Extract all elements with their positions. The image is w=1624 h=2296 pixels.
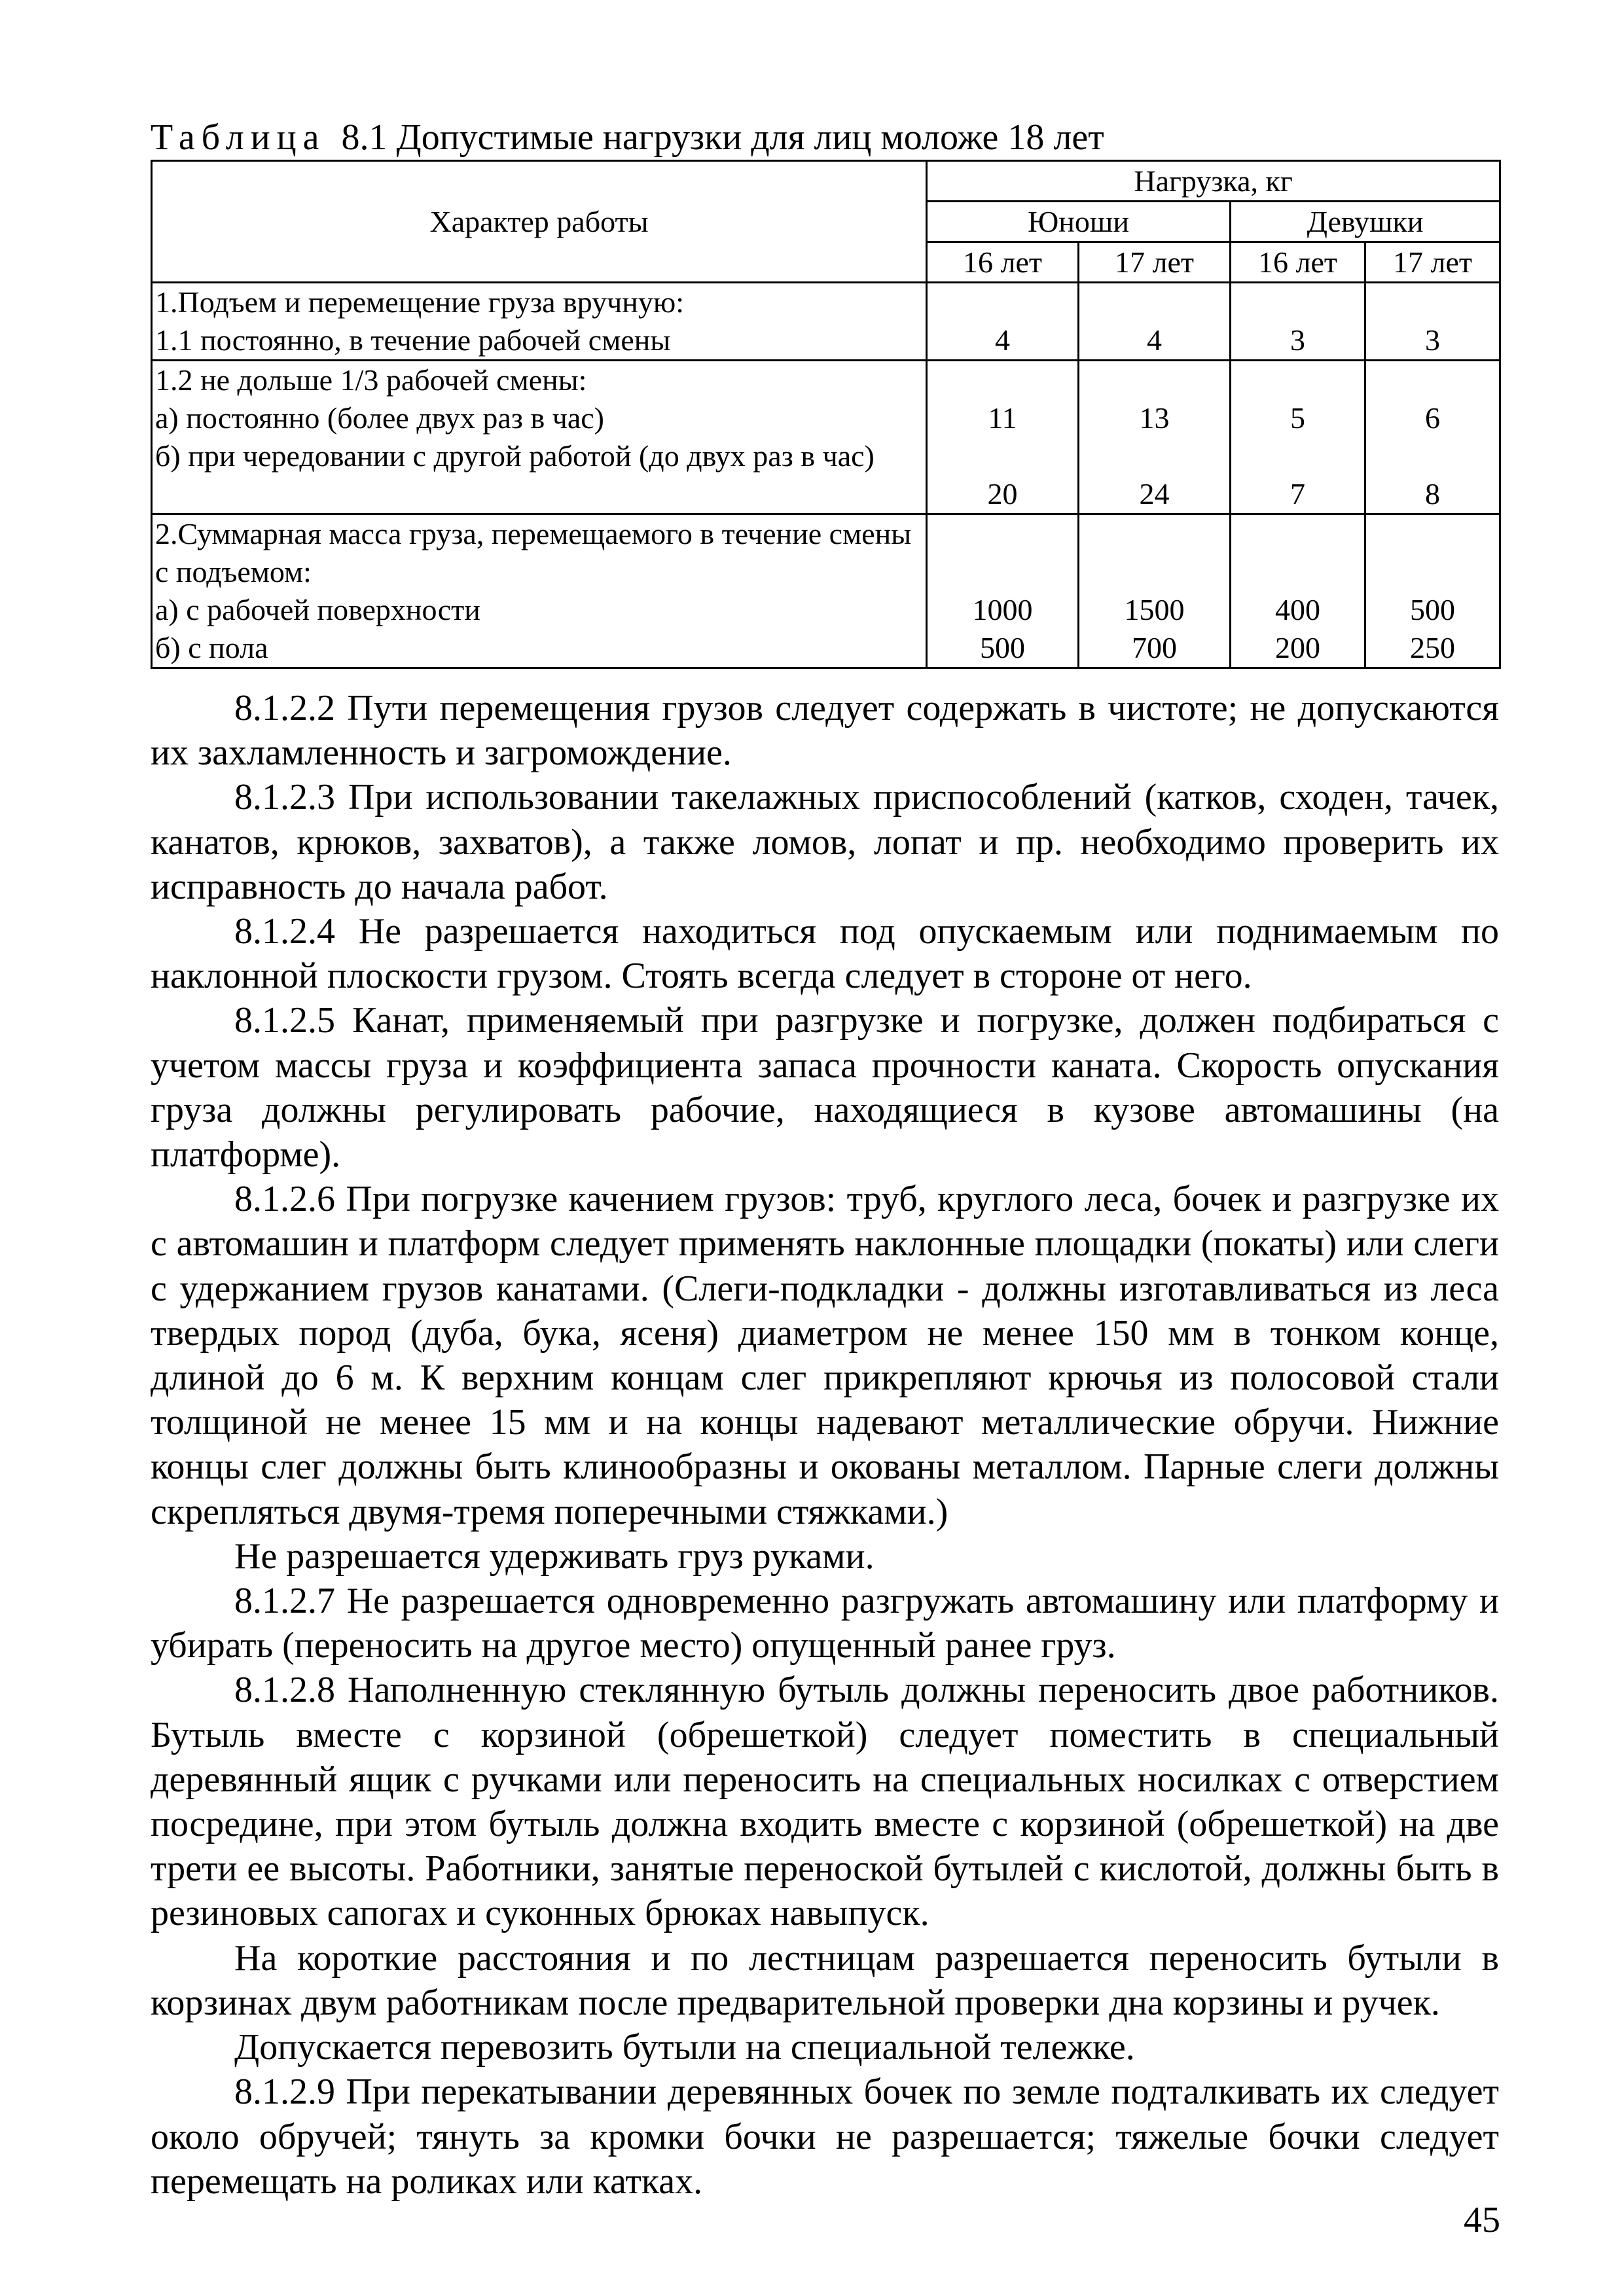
paragraph: 8.1.2.3 При использовании такелажных приспособлений (катков, сходен, тачек, канатов, крюков, захватов), а также ломов, лопат и пр. необходимо проверить их исправность до начала работ. [151,777,1499,907]
value: 3 [1290,323,1305,357]
table-row [152,361,1500,514]
paragraph: 8.1.2.5 Канат, применяемый при разгрузке и погрузке, должен подбираться с учетом массы груза и коэффициента запаса прочности каната. Скорость опускания груза должны регулировать рабочие, находящиеся в кузове автомашины (на платформе). [151,1000,1499,1175]
header-age: 17 лет [1365,242,1500,283]
work-line: б) при чередовании с другой работой (до двух раз в час) [155,439,875,473]
value: 4 [995,323,1010,357]
work-line: а) постоянно (более двух раз в час) [155,401,604,435]
work-description [152,283,927,361]
value-cell [1365,361,1500,514]
value: 500 [980,631,1025,664]
value: 250 [1410,631,1456,664]
page-number: 45 [1464,2200,1500,2240]
paragraph: 8.1.2.4 Не разрешается находиться под опускаемым или поднимаемым по наклонной плоскости грузом. Стоять всегда следует в стороне от него. [151,911,1499,997]
header-work-type: Характер работы [152,161,927,283]
work-line: 1.1 постоянно, в течение рабочей смены [155,323,671,357]
value: 4 [1147,323,1162,357]
value: 8 [1425,477,1441,511]
paragraph: 8.1.2.9 При перекатывании деревянных бочек по земле подталкивать их следует около обручей; тянуть за кромки бочки не разрешается; тяжелые бочки следует перемещать на роликах или катках. [151,2072,1499,2202]
value-cell [1079,514,1231,668]
work-description [152,514,927,668]
value: 7 [1290,477,1305,511]
header-age: 16 лет [1231,242,1365,283]
value-cell [927,283,1079,361]
value: 5 [1290,401,1305,435]
table-caption [151,117,1104,158]
value: 400 [1275,593,1320,626]
value: 20 [987,477,1018,511]
value: 1000 [972,593,1033,626]
header-age: 16 лет [927,242,1079,283]
value: 13 [1139,401,1170,435]
paragraph: Не разрешается удерживать груз руками. [234,1535,875,1577]
work-line: 2.Суммарная масса груза, перемещаемого в течение смены с подъемом: [155,517,912,588]
value: 6 [1425,401,1441,435]
paragraph: 8.1.2.8 Наполненную стеклянную бутыль должны переносить двое работников. Бутыль вместе с корзиной (обрешеткой) следует поместить в специальный деревянный ящик с ручками или переносить на специальных носилках с отверстием посредине, при этом бутыль должна входить вместе с корзиной (обрешеткой) на две трети ее высоты. Работники, занятые переноской бутылей с кислотой, должны быть в резиновых сапогах и суконных брюках навыпуск. [151,1670,1499,1934]
table-caption-label: Таблица [151,117,326,158]
value: 3 [1425,323,1441,357]
value: 1500 [1124,593,1185,626]
header-age: 17 лет [1079,242,1231,283]
value-cell [1231,283,1365,361]
value: 24 [1139,477,1170,511]
work-line: б) с пола [155,631,268,664]
paragraph: 8.1.2.6 При погрузке качением грузов: труб, круглого леса, бочек и разгрузке их с автомашин и платформ следует применять наклонные площадки (покаты) или слеги с удержанием грузов канатами. (Слеги-подкладки - должны изготавливаться из леса твердых пород (дуба, бука, ясеня) диаметром не менее 150 мм в тонком конце, длиной до 6 м. К верхним концам слег прикрепляют крючья из полосовой стали толщиной не менее 15 мм и на концы надевают металлические обручи. Нижние концы слег должны быть клинообразны и окованы металлом. Парные слеги должны скрепляться двумя-тремя поперечными стяжками.) [151,1179,1499,1532]
value-cell [1231,361,1365,514]
table-row [152,514,1500,668]
value: 700 [1132,631,1177,664]
paragraph: 8.1.2.2 Пути перемещения грузов следует содержать в чистоте; не допускаются их захламленность и загромождение. [151,688,1499,774]
table-row [152,283,1500,361]
work-description [152,361,927,514]
paragraph: На короткие расстояния и по лестницам разрешается переносить бутыли в корзинах двум работникам после предварительной проверки дна корзины и ручек. [151,1937,1499,2023]
work-line: 1.2 не дольше 1/3 рабочей смены: [155,363,587,397]
paragraph: 8.1.2.7 Не разрешается одновременно разгружать автомашину или платформу и убирать (переносить на другое место) опущенный ранее груз. [151,1581,1499,1666]
header-group-girls: Девушки [1231,202,1500,242]
value: 500 [1410,593,1456,626]
header-group-boys: Юноши [927,202,1231,242]
value-cell [1365,283,1500,361]
load-limits-table [151,160,1501,669]
value: 200 [1275,631,1320,664]
value-cell [1365,514,1500,668]
body-text [151,686,1499,2204]
work-line: а) с рабочей поверхности [155,593,480,626]
value-cell [1079,283,1231,361]
value-cell [927,361,1079,514]
header-load: Нагрузка, кг [927,161,1500,202]
value-cell [1079,361,1231,514]
value-cell [927,514,1079,668]
value: 11 [988,401,1017,435]
table-caption-title: 8.1 Допустимые нагрузки для лиц моложе 18 лет [341,117,1104,158]
work-line: 1.Подъем и перемещение груза вручную: [155,285,685,319]
value-cell [1231,514,1365,668]
paragraph: Допускается перевозить бутыли на специальной тележке. [234,2027,1135,2068]
